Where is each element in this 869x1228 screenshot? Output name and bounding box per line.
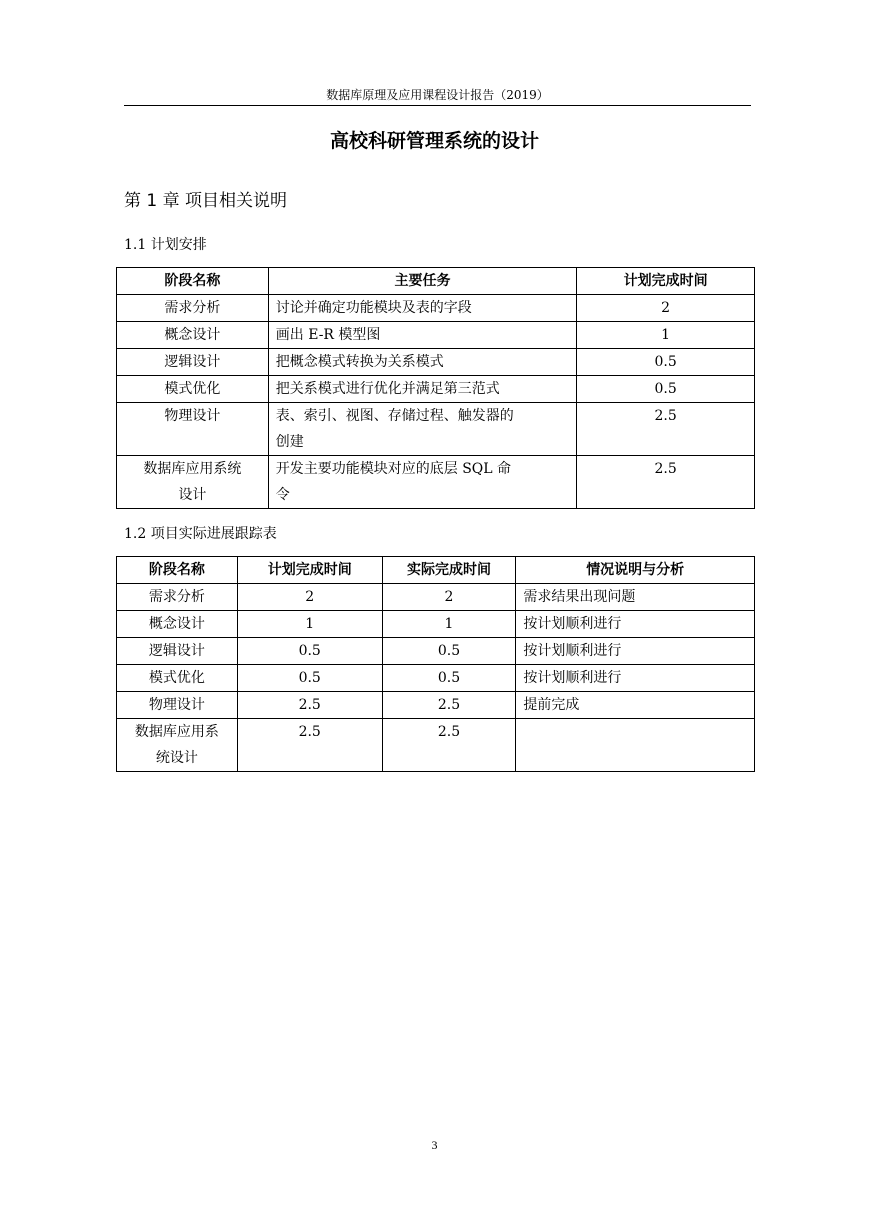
planned-cell: 0.5 xyxy=(237,665,382,692)
time-cell: 2 xyxy=(577,295,755,322)
phase-cell: 模式优化 xyxy=(117,665,238,692)
task-cell: 把关系模式进行优化并满足第三范式 xyxy=(268,376,577,403)
time-cell: 2.5 xyxy=(577,456,755,509)
table-row xyxy=(117,403,755,456)
planned-cell: 2.5 xyxy=(237,719,382,772)
task-line: 表、索引、视图、存储过程、触发器的 xyxy=(275,408,514,424)
section-heading-plan: 1.1 计划安排 xyxy=(124,237,207,253)
chapter-heading: 第 1 章 项目相关说明 xyxy=(124,191,288,211)
planned-cell: 2 xyxy=(237,584,382,611)
table-row xyxy=(117,295,755,322)
table-header-row xyxy=(117,268,755,295)
time-cell: 0.5 xyxy=(577,376,755,403)
phase-cell: 需求分析 xyxy=(117,295,269,322)
table-row xyxy=(117,456,755,509)
table-row xyxy=(117,692,755,719)
table-row xyxy=(117,376,755,403)
task-cell: 讨论并确定功能模块及表的字段 xyxy=(268,295,577,322)
actual-cell: 0.5 xyxy=(382,665,516,692)
planned-cell: 0.5 xyxy=(237,638,382,665)
document-title: 高校科研管理系统的设计 xyxy=(329,130,539,152)
planned-cell: 2.5 xyxy=(237,692,382,719)
column-header: 情况说明与分析 xyxy=(516,557,755,584)
phase-cell: 概念设计 xyxy=(117,322,269,349)
column-header: 阶段名称 xyxy=(117,268,269,295)
phase-line: 设计 xyxy=(178,487,207,503)
phase-line: 数据库应用系统 xyxy=(143,461,242,477)
phase-cell: 模式优化 xyxy=(117,376,269,403)
column-header: 计划完成时间 xyxy=(237,557,382,584)
page-number: 3 xyxy=(431,1138,438,1152)
running-header: 数据库原理及应用课程设计报告（2019） xyxy=(326,88,549,102)
progress-table xyxy=(116,556,755,772)
plan-table xyxy=(116,267,755,509)
planned-cell: 1 xyxy=(237,611,382,638)
table-row xyxy=(117,349,755,376)
note-cell: 按计划顺利进行 xyxy=(516,611,755,638)
table-row xyxy=(117,584,755,611)
actual-cell: 2.5 xyxy=(382,692,516,719)
task-line: 开发主要功能模块对应的底层 SQL 命 xyxy=(275,461,512,477)
actual-cell: 2.5 xyxy=(382,719,516,772)
time-cell: 1 xyxy=(577,322,755,349)
column-header: 计划完成时间 xyxy=(577,268,755,295)
table-row xyxy=(117,322,755,349)
task-line: 创建 xyxy=(275,434,304,450)
phase-cell: 逻辑设计 xyxy=(117,638,238,665)
time-cell: 0.5 xyxy=(577,349,755,376)
header-rule xyxy=(124,105,751,106)
note-cell: 按计划顺利进行 xyxy=(516,665,755,692)
table-row xyxy=(117,719,755,772)
task-line: 令 xyxy=(275,487,290,503)
time-cell: 2.5 xyxy=(577,403,755,456)
phase-cell: 需求分析 xyxy=(117,584,238,611)
actual-cell: 2 xyxy=(382,584,516,611)
phase-cell: 物理设计 xyxy=(117,692,238,719)
section-heading-progress: 1.2 项目实际进展跟踪表 xyxy=(124,526,277,542)
task-cell: 把概念模式转换为关系模式 xyxy=(268,349,577,376)
table-row xyxy=(117,638,755,665)
note-cell: 按计划顺利进行 xyxy=(516,638,755,665)
phase-cell xyxy=(117,456,269,509)
table-row xyxy=(117,611,755,638)
note-cell: 需求结果出现问题 xyxy=(516,584,755,611)
actual-cell: 1 xyxy=(382,611,516,638)
task-cell xyxy=(268,456,577,509)
column-header: 实际完成时间 xyxy=(382,557,516,584)
table-row xyxy=(117,665,755,692)
table-header-row xyxy=(117,557,755,584)
phase-line: 数据库应用系 xyxy=(134,724,219,740)
phase-cell xyxy=(117,719,238,772)
phase-cell: 概念设计 xyxy=(117,611,238,638)
note-cell: 提前完成 xyxy=(516,692,755,719)
phase-cell: 逻辑设计 xyxy=(117,349,269,376)
phase-line: 统设计 xyxy=(155,750,198,766)
column-header: 阶段名称 xyxy=(117,557,238,584)
actual-cell: 0.5 xyxy=(382,638,516,665)
column-header: 主要任务 xyxy=(268,268,577,295)
task-cell: 画出 E-R 模型图 xyxy=(268,322,577,349)
phase-cell: 物理设计 xyxy=(117,403,269,456)
task-cell xyxy=(268,403,577,456)
note-cell xyxy=(516,719,755,772)
